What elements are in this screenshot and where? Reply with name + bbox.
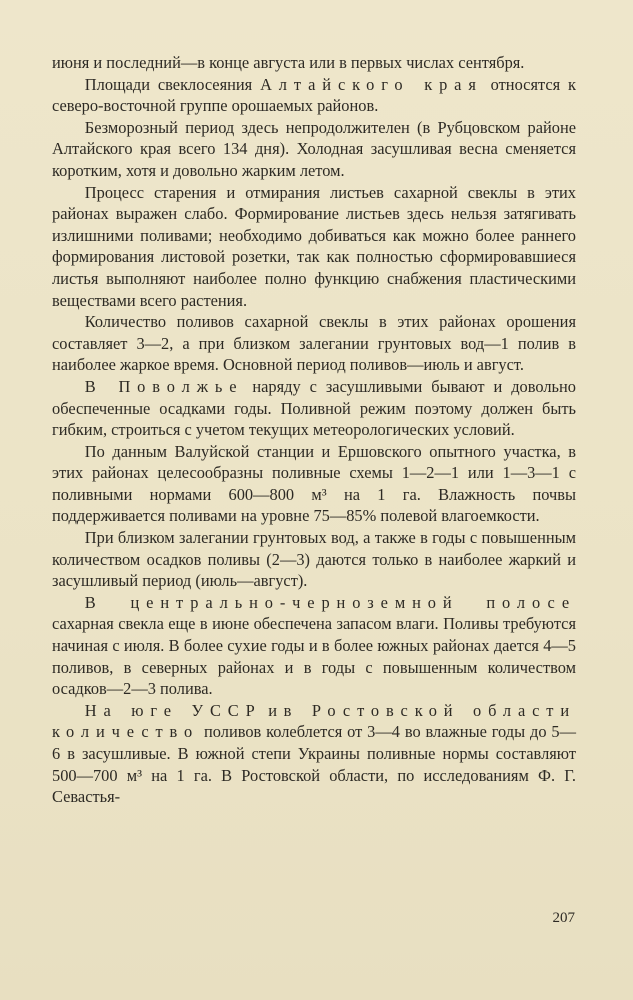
paragraph (52, 311, 576, 376)
paragraph (52, 592, 576, 700)
paragraph (52, 74, 576, 117)
text-run: По данным Валуйской станции и Ершовского опытного участка, в этих районах целесообразны поливные схемы 1—2—1 или 1—3—1 с поливными нормами 600—800 м³ на 1 га. Влажность почвы поддерживается поливами на уровне 75—85% полевой влагоемкости. (52, 441, 576, 526)
spaced-emphasis-text: В центрально-черноземной полосе (84, 592, 576, 612)
paragraph (52, 527, 576, 592)
paragraph (52, 117, 576, 182)
spaced-emphasis-text: На юге УССР (84, 700, 262, 720)
paragraph (52, 700, 576, 808)
text-run: Количество поливов сахарной свеклы в этих районах орошения составляет 3—2, а при близком залегании грунтовых вод—1 полив в наиболее жаркое время. Основной период поливов—июль и август. (52, 312, 576, 375)
text-run: и (261, 700, 284, 720)
spaced-emphasis-text: В Поволжье (84, 376, 244, 396)
text-run: Площади свеклосеяния (84, 74, 261, 94)
paragraph (52, 376, 576, 441)
text-run: Безморозный период здесь непродолжителен (в Рубцовском районе Алтайского края всего 134 дня). Холодная засушливая весна сменяется коротким, хотя и довольно жарким летом. (52, 117, 576, 180)
spaced-emphasis-text: в Ростовской области количество (52, 700, 577, 742)
text-run: поливов колеблется от 3—4 во влажные годы до 5—6 в засушливые. В южной степи Украины поливные нормы составляют 500—700 м³ на 1 га. В Ростовской области, по исследованиям Ф. Г. Севастья- (52, 722, 576, 807)
text-run: Процесс старения и отмирания листьев сахарной свеклы в этих районах выражен слабо. Формирование листьев здесь нельзя затягивать излишними поливами; необходимо добиваться как можно более раннего формирования листовой розетки, так как полностью сформировавшиеся листья выполняют наиболее полно функцию снабжения пластическими веществами всего растения. (52, 182, 576, 310)
text-run: июня и последний—в конце августа или в первых числах сентября. (52, 53, 525, 72)
text-run: При близком залегании грунтовых вод, а также в годы с повышенным количеством осадков поливы (2—3) даются только в наиболее жаркий и засушливый период (июль—август). (52, 528, 576, 591)
paragraph (52, 52, 576, 74)
text-run: сахарная свекла еще в июне обеспечена запасом влаги. Поливы требуются начиная с июля. В более сухие годы и в более южных районах дается 4—5 поливов, в северных районах и в годы с повышенным количеством осадков—2—3 полива. (52, 614, 576, 699)
text-run: наряду с засушливыми бывают и довольно обеспеченные осадками годы. Поливной режим поэтому должен быть гибким, строиться с учетом текущих метеорологических условий. (52, 376, 576, 440)
spaced-emphasis-text: Алтайского края (260, 74, 483, 94)
body-text (52, 52, 576, 808)
paragraph (52, 441, 576, 527)
page-number: 207 (552, 910, 575, 926)
text-run: относятся к северо-восточной группе орошаемых районов. (52, 74, 576, 116)
paragraph (52, 182, 576, 312)
